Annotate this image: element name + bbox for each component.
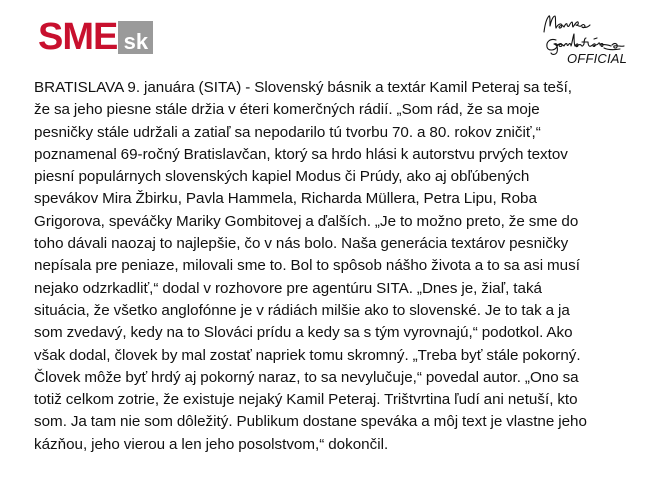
article-line: nejako odzrkadliť,“ dodal v rozhovore pre agentúru SITA. „Dnes je, žiaľ, taká [34, 279, 542, 297]
article-line: piesní populárnych slovenských kapiel Modus či Prúdy, ako aj obľúbených [34, 168, 530, 186]
logo-suffix-badge: sk [118, 21, 153, 54]
article-line: som. Ja tam nie som dôležitý. Publikum dostane speváka a môj text je vlastne jeho [34, 413, 587, 431]
article-line: Grigorova, speváčky Mariky Gombitovej a ďalších. „Je to možno preto, že sme do [34, 212, 579, 230]
article-line: totiž celkom zotrie, že existuje nejaký Kamil Peteraj. Trištvrtina ľudí ani netuší, kto [34, 391, 578, 409]
sme-logo [38, 18, 153, 56]
article-line: BRATISLAVA 9. januára (SITA) - Slovenský básnik a textár Kamil Peteraj sa teší, [34, 79, 573, 96]
official-label: OFFICIAL [567, 51, 628, 66]
article-line: toho dávali naozaj to najlepšie, čo v nás bolo. Naša generácia textárov pesničky [34, 235, 569, 253]
logo-main-text: SME [38, 16, 118, 58]
article-body [34, 77, 642, 456]
article-line: nepísala pre peniaze, milovali sme to. Bol to spôsob nášho života a to sa asi musí [34, 257, 580, 275]
article-line: pesničky stále udržali a zatiaľ sa nepodarilo tú tvorbu 70. a 80. rokov zničiť,“ [34, 123, 541, 141]
article-line: spevákov Mira Žbirku, Pavla Hammela, Richarda Müllera, Petra Lipu, Roba [34, 190, 537, 208]
article-line: poznamenal 69-ročný Bratislavčan, ktorý sa hrdo hlási k autorstvu prvých textov [34, 145, 568, 163]
article-line: však dodal, človek by mal zostať napriek tomu skromný. „Treba byť stále pokorný. [34, 346, 581, 364]
article-line: že sa jeho piesne stále držia v éteri komerčných rádií. „Som rád, že sa moje [34, 101, 540, 119]
article-line: som zvedavý, kedy na to Slováci prídu a kedy sa s tým vyrovnajú,“ podotkol. Ako [34, 324, 573, 342]
article-line: kázňou, jeho vierou a len jeho posolstvom,“ dokončil. [34, 435, 389, 453]
handwritten-signature [538, 12, 638, 56]
article-line: situácia, že všetko anglofónne je v rádiách milšie ako to slovenské. Je to tak a ja [34, 301, 570, 319]
article-line: Človek môže byť hrdý aj pokorný naraz, to sa nevylučuje,“ povedal autor. „Ono sa [34, 368, 579, 386]
